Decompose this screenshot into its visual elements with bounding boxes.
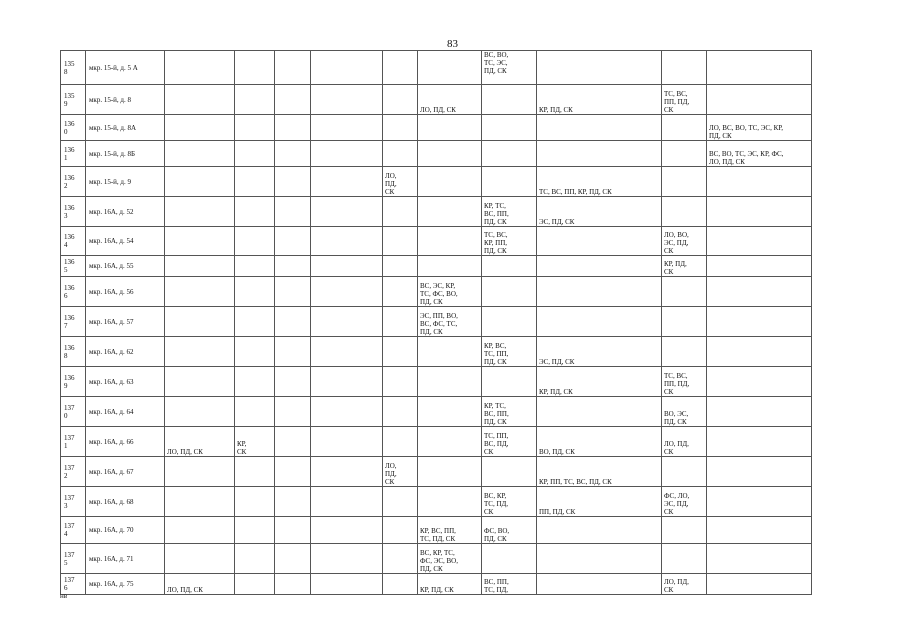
work-codes-cell [418, 397, 482, 427]
work-codes-cell [165, 397, 235, 427]
work-codes-cell [383, 544, 418, 574]
work-codes-cell [662, 457, 707, 487]
table-row [61, 544, 812, 574]
work-codes-cell [275, 544, 311, 574]
work-codes-cell [165, 367, 235, 397]
table-row [61, 517, 812, 544]
page-number: 83 [447, 38, 458, 50]
work-codes-cell [537, 256, 662, 277]
work-codes-cell [707, 544, 812, 574]
work-codes-cell [707, 85, 812, 115]
work-codes-cell: КР, ВС, ТС, ПП, ПД, СК [482, 337, 537, 367]
work-codes-cell [383, 197, 418, 227]
work-codes-cell [235, 256, 275, 277]
row-number-cell: 136 5 [61, 256, 86, 277]
address-cell: мкр. 16А, д. 52 [86, 197, 165, 227]
work-codes-cell [235, 397, 275, 427]
work-codes-cell [707, 517, 812, 544]
work-codes-cell [311, 487, 383, 517]
work-codes-cell [275, 307, 311, 337]
work-codes-cell [418, 167, 482, 197]
work-codes-cell [275, 115, 311, 141]
address-cell: мкр. 15-й, д. 8А [86, 115, 165, 141]
work-codes-cell [311, 115, 383, 141]
work-codes-cell [537, 277, 662, 307]
row-number-cell: 136 8 [61, 337, 86, 367]
work-codes-cell [311, 367, 383, 397]
work-codes-cell: КР, ПД, СК [537, 367, 662, 397]
work-codes-cell [482, 256, 537, 277]
work-codes-cell [275, 427, 311, 457]
work-codes-cell [537, 397, 662, 427]
work-codes-cell [235, 517, 275, 544]
work-codes-cell [235, 277, 275, 307]
table-row [61, 51, 812, 85]
row-number-cell: 136 7 [61, 307, 86, 337]
table-row [61, 574, 812, 595]
work-codes-cell [537, 517, 662, 544]
work-codes-cell [418, 427, 482, 457]
row-number-cell: 137 5 [61, 544, 86, 574]
work-codes-cell [311, 427, 383, 457]
table-row [61, 256, 812, 277]
work-codes-cell [165, 487, 235, 517]
row-number-cell: 136 1 [61, 141, 86, 167]
work-codes-cell [275, 457, 311, 487]
work-codes-cell: ВС, ПП, ТС, ПД, [482, 574, 537, 595]
work-codes-cell [165, 277, 235, 307]
table-row [61, 167, 812, 197]
work-codes-cell: ЛО, ПД, СК [383, 167, 418, 197]
work-codes-cell [418, 337, 482, 367]
row-number-cell: 136 4 [61, 227, 86, 256]
work-codes-cell: ЭС, ПП, ВО, ВС, ФС, ТС, ПД, СК [418, 307, 482, 337]
work-codes-cell [311, 307, 383, 337]
work-codes-cell: КР, ПД, СК [418, 574, 482, 595]
work-codes-cell: ЛО, ВО, ЭС, ПД, СК [662, 227, 707, 256]
work-codes-cell [537, 307, 662, 337]
work-codes-cell [165, 85, 235, 115]
work-codes-cell [537, 115, 662, 141]
work-codes-cell [707, 277, 812, 307]
work-codes-cell [537, 141, 662, 167]
work-codes-cell [482, 167, 537, 197]
row-number-cell: 137 2 [61, 457, 86, 487]
work-codes-cell [707, 197, 812, 227]
work-codes-cell [165, 256, 235, 277]
address-cell: мкр. 15-й, д. 5 А [86, 51, 165, 85]
work-codes-cell [662, 277, 707, 307]
row-number-cell: 137 3 [61, 487, 86, 517]
work-codes-cell [537, 574, 662, 595]
work-codes-cell [311, 337, 383, 367]
table-row [61, 85, 812, 115]
work-codes-cell: ТС, ВС, КР, ПП, ПД, СК [482, 227, 537, 256]
row-number-cell: 135 8 [61, 51, 86, 85]
row-number-cell: 137 4 [61, 517, 86, 544]
table-row [61, 487, 812, 517]
table-row [61, 367, 812, 397]
work-codes-cell: ПП, ПД, СК [537, 487, 662, 517]
work-codes-cell [482, 277, 537, 307]
work-codes-cell [418, 487, 482, 517]
work-codes-cell [662, 307, 707, 337]
work-codes-cell [662, 197, 707, 227]
row-number-cell: 136 2 [61, 167, 86, 197]
work-codes-cell [165, 227, 235, 256]
work-codes-cell: ВС, КР, ТС, ФС, ЭС, ВО, ПД, СК [418, 544, 482, 574]
work-codes-cell [311, 256, 383, 277]
work-codes-cell [275, 517, 311, 544]
work-codes-cell: ВО, ПД, СК [537, 427, 662, 457]
work-codes-cell [235, 487, 275, 517]
work-codes-cell: ВС, ВО, ТС, ЭС, ПД, СК [482, 51, 537, 85]
work-codes-cell [383, 277, 418, 307]
work-codes-cell [537, 51, 662, 85]
work-codes-cell [165, 457, 235, 487]
work-codes-cell [275, 397, 311, 427]
row-number-cell: 136 9 [61, 367, 86, 397]
work-codes-cell: КР, ПД, СК [662, 256, 707, 277]
work-codes-cell [662, 167, 707, 197]
work-codes-cell [482, 367, 537, 397]
work-codes-cell [662, 517, 707, 544]
work-codes-cell: ТС, ВС, ПП, КР, ПД, СК [537, 167, 662, 197]
work-codes-cell: ЛО, ПД, СК [418, 85, 482, 115]
work-codes-cell [235, 51, 275, 85]
work-codes-cell [311, 85, 383, 115]
address-cell: мкр. 16А, д. 54 [86, 227, 165, 256]
work-codes-cell [311, 51, 383, 85]
work-codes-cell [235, 367, 275, 397]
row-number-cell: 137 6 [61, 574, 86, 595]
work-codes-cell [662, 141, 707, 167]
work-codes-cell [311, 141, 383, 167]
address-cell: мкр. 15-й, д. 9 [86, 167, 165, 197]
table-row [61, 227, 812, 256]
work-codes-cell [275, 256, 311, 277]
work-codes-cell [235, 544, 275, 574]
row-number-cell: 137 1 [61, 427, 86, 457]
work-codes-cell: ВС, ЭС, КР, ТС, ФС, ВО, ПД, СК [418, 277, 482, 307]
address-cell: мкр. 16А, д. 67 [86, 457, 165, 487]
address-cell: мкр. 16А, д. 66 [86, 427, 165, 457]
work-codes-cell [235, 227, 275, 256]
work-codes-cell [235, 197, 275, 227]
work-codes-cell [707, 367, 812, 397]
work-codes-cell [165, 517, 235, 544]
work-codes-cell [275, 197, 311, 227]
work-codes-cell [482, 141, 537, 167]
address-cell: мкр. 16А, д. 70 [86, 517, 165, 544]
work-codes-cell [275, 277, 311, 307]
work-codes-cell: ЭС, ПД, СК [537, 337, 662, 367]
work-codes-cell [707, 227, 812, 256]
work-codes-cell [662, 51, 707, 85]
work-codes-cell [275, 367, 311, 397]
work-codes-cell [482, 85, 537, 115]
work-codes-cell: ЛО, ПД, СК [662, 427, 707, 457]
work-codes-cell [235, 574, 275, 595]
work-codes-cell [311, 574, 383, 595]
work-codes-cell [165, 51, 235, 85]
work-codes-cell [383, 115, 418, 141]
work-codes-cell [275, 337, 311, 367]
work-codes-cell [165, 115, 235, 141]
address-cell: мкр. 16А, д. 56 [86, 277, 165, 307]
work-codes-cell [165, 307, 235, 337]
work-codes-cell: КР, ПД, СК [537, 85, 662, 115]
address-cell: мкр. 16А, д. 68 [86, 487, 165, 517]
work-codes-cell [707, 256, 812, 277]
work-codes-cell [537, 544, 662, 574]
work-codes-cell [275, 51, 311, 85]
table-row [61, 277, 812, 307]
table-row [61, 115, 812, 141]
address-cell: мкр. 16А, д. 55 [86, 256, 165, 277]
row-number-cell: 136 0 [61, 115, 86, 141]
work-codes-cell [383, 427, 418, 457]
address-cell: мкр. 16А, д. 64 [86, 397, 165, 427]
row-number-cell: 136 3 [61, 197, 86, 227]
work-codes-cell [383, 367, 418, 397]
work-codes-cell [235, 167, 275, 197]
row-number-cell: 137 0 [61, 397, 86, 427]
work-codes-cell [418, 457, 482, 487]
work-codes-cell: ТС, ВС, ПП, ПД, СК [662, 367, 707, 397]
address-cell: мкр. 16А, д. 62 [86, 337, 165, 367]
work-codes-cell [275, 574, 311, 595]
work-codes-cell [383, 141, 418, 167]
row-number-cell: 135 9 [61, 85, 86, 115]
work-codes-cell [707, 51, 812, 85]
work-codes-cell [165, 337, 235, 367]
work-codes-cell [383, 51, 418, 85]
work-codes-cell [383, 337, 418, 367]
address-cell: мкр. 16А, д. 57 [86, 307, 165, 337]
address-cell: мкр. 15-й, д. 8Б [86, 141, 165, 167]
work-codes-cell: ВС, КР, ТС, ПД, СК [482, 487, 537, 517]
work-codes-cell [275, 167, 311, 197]
address-cell: мкр. 15-й, д. 8 [86, 85, 165, 115]
table-row [61, 397, 812, 427]
work-codes-cell [311, 457, 383, 487]
table-row [61, 457, 812, 487]
work-codes-cell [707, 487, 812, 517]
work-codes-cell [482, 457, 537, 487]
address-cell: мкр. 16А, д. 71 [86, 544, 165, 574]
work-codes-cell: ЛО, ПД, СК [165, 574, 235, 595]
work-codes-cell [311, 544, 383, 574]
work-codes-cell [165, 197, 235, 227]
work-codes-cell [418, 197, 482, 227]
work-codes-cell [418, 51, 482, 85]
table-row [61, 337, 812, 367]
work-codes-cell [383, 574, 418, 595]
work-codes-cell: ЛО, ВС, ВО, ТС, ЭС, КР, ПД, СК [707, 115, 812, 141]
work-codes-cell [707, 167, 812, 197]
work-codes-cell [383, 227, 418, 256]
work-codes-cell [418, 227, 482, 256]
work-codes-cell [537, 227, 662, 256]
work-codes-cell [311, 167, 383, 197]
table-row [61, 427, 812, 457]
work-codes-cell [311, 397, 383, 427]
address-cell: мкр. 16А, д. 75 [86, 574, 165, 595]
work-codes-cell: ЭС, ПД, СК [537, 197, 662, 227]
table-row [61, 141, 812, 167]
work-codes-cell [235, 115, 275, 141]
work-codes-cell [662, 115, 707, 141]
row-number-cell: 136 6 [61, 277, 86, 307]
table-body [61, 51, 812, 595]
work-codes-cell [275, 85, 311, 115]
work-codes-cell [235, 141, 275, 167]
work-codes-cell [235, 457, 275, 487]
work-codes-cell [275, 141, 311, 167]
work-codes-cell [707, 427, 812, 457]
table-row [61, 197, 812, 227]
work-codes-cell: КР, ПП, ТС, ВС, ПД, СК [537, 457, 662, 487]
work-codes-cell: ВС, ВО, ТС, ЭС, КР, ФС, ЛО, ПД, СК [707, 141, 812, 167]
work-codes-cell [383, 256, 418, 277]
work-codes-cell: ТС, ВС, ПП, ПД, СК [662, 85, 707, 115]
address-cell: мкр. 16А, д. 63 [86, 367, 165, 397]
work-codes-cell [707, 457, 812, 487]
work-codes-cell [662, 544, 707, 574]
work-codes-cell [662, 337, 707, 367]
work-codes-cell [707, 307, 812, 337]
work-codes-cell [311, 277, 383, 307]
work-codes-cell [707, 574, 812, 595]
work-codes-cell [311, 227, 383, 256]
work-codes-cell [311, 517, 383, 544]
work-codes-cell: ФС, ЛО, ЭС, ПД, СК [662, 487, 707, 517]
work-codes-cell [482, 115, 537, 141]
work-codes-cell: ВО, ЭС, ПД, СК [662, 397, 707, 427]
work-codes-cell [418, 115, 482, 141]
work-codes-cell: КР, ТС, ВС, ПП, ПД, СК [482, 197, 537, 227]
table-row [61, 307, 812, 337]
addresses-table [60, 50, 812, 595]
work-codes-cell [418, 367, 482, 397]
work-codes-cell [707, 337, 812, 367]
work-codes-cell [275, 227, 311, 256]
work-codes-cell [383, 307, 418, 337]
work-codes-cell: ЛО, ПД, СК [383, 457, 418, 487]
work-codes-cell [482, 544, 537, 574]
work-codes-cell [165, 141, 235, 167]
work-codes-cell [165, 167, 235, 197]
work-codes-cell [235, 307, 275, 337]
work-codes-cell: КР, ВС, ПП, ТС, ПД, СК [418, 517, 482, 544]
work-codes-cell: КР, ТС, ВС, ПП, ПД, СК [482, 397, 537, 427]
work-codes-cell [235, 337, 275, 367]
work-codes-cell: КР, СК [235, 427, 275, 457]
work-codes-cell [383, 85, 418, 115]
work-codes-cell [418, 256, 482, 277]
work-codes-cell [383, 397, 418, 427]
work-codes-cell [235, 85, 275, 115]
work-codes-cell: ЛО, ПД, СК [662, 574, 707, 595]
work-codes-cell [383, 517, 418, 544]
work-codes-cell [311, 197, 383, 227]
work-codes-cell [383, 487, 418, 517]
work-codes-cell: ЛО, ПД, СК [165, 427, 235, 457]
work-codes-cell [275, 487, 311, 517]
work-codes-cell: ТС, ПП, ВС, ПД, СК [482, 427, 537, 457]
work-codes-cell [707, 397, 812, 427]
work-codes-cell [482, 307, 537, 337]
work-codes-cell: ФС, ВО, ПД, СК [482, 517, 537, 544]
work-codes-cell [418, 141, 482, 167]
footer-mark: нв [60, 592, 68, 600]
work-codes-cell [165, 544, 235, 574]
